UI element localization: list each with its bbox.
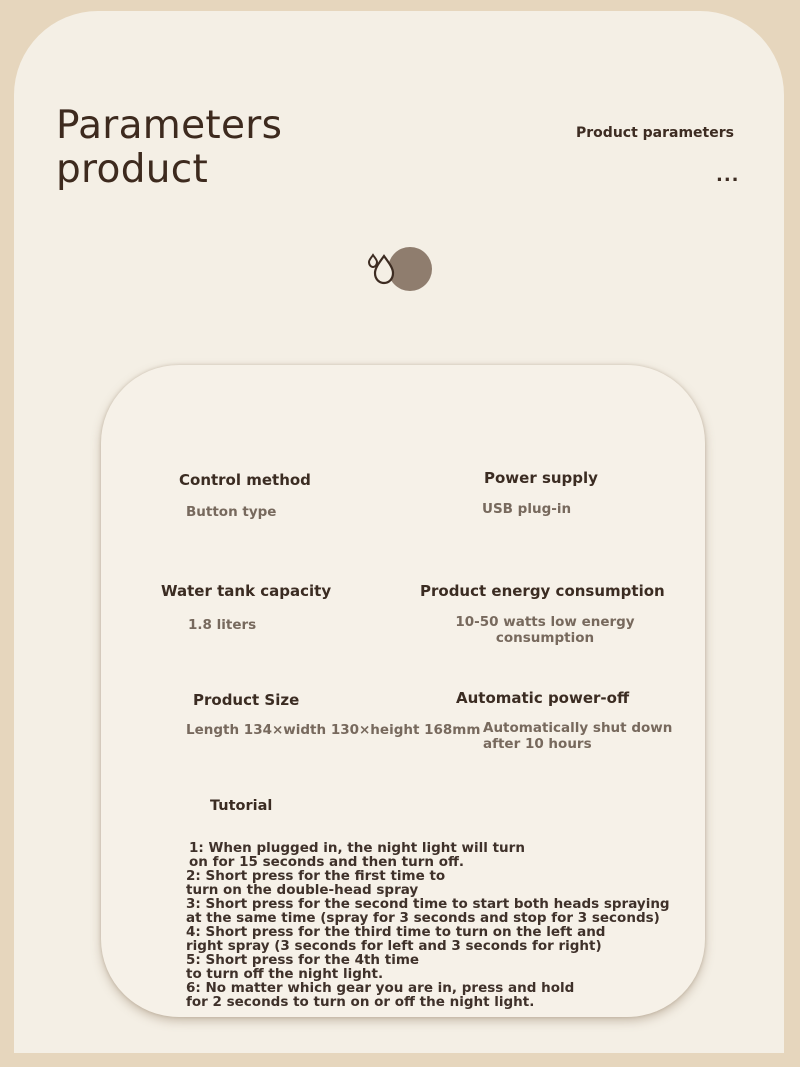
automatic-power-off-label: Automatic power-off [456,689,630,707]
tutorial-step [186,869,691,897]
automatic-power-off-value-line-2: after 10 hours [483,736,592,752]
tutorial-step [186,897,691,925]
tutorial-title: Tutorial [210,798,273,814]
water-tank-capacity-label: Water tank capacity [161,582,332,600]
automatic-power-off-value-line-1: Automatically shut down [483,720,673,736]
energy-consumption-value-line-1: 10-50 watts low energy [455,614,635,630]
page-title-line-1: Parameters [56,103,283,148]
water-drop-icon [362,246,436,292]
tutorial-step-2-line-1: 2: Short press for the first time to [186,868,446,884]
tutorial-step [186,953,691,981]
tutorial-step-1-line-1: 1: When plugged in, the night light will turn [189,840,525,856]
power-supply-value: USB plug-in [482,501,572,517]
tutorial-step-3-line-1: 3: Short press for the second time to start both heads spraying [186,896,670,912]
product-size-label: Product Size [193,691,300,709]
product-parameters-label: Product parameters [576,125,734,141]
tutorial-step [189,841,691,869]
tutorial-step [186,925,691,953]
water-tank-capacity-value: 1.8 liters [188,617,257,633]
icon-circle [388,247,432,291]
tutorial-step-3-line-2: at the same time (spray for 3 seconds and stop for 3 seconds) [186,910,660,926]
control-method-value: Button type [186,504,277,520]
tutorial-step-2-line-2: turn on the double-head spray [186,882,419,898]
energy-consumption-value-line-2: consumption [495,630,595,646]
tutorial-step-1-line-2: on for 15 seconds and then turn off. [189,854,465,870]
page-title [56,104,282,192]
tutorial-step-4-line-1: 4: Short press for the third time to turn on the left and [186,924,606,940]
automatic-power-off-value [483,720,672,752]
tutorial-step-6-line-2: for 2 seconds to turn on or off the night light. [186,994,535,1010]
control-method-label: Control method [179,471,311,489]
tutorial-step-4-line-2: right spray (3 seconds for left and 3 seconds for right) [186,938,602,954]
tutorial-list [186,841,691,1009]
tutorial-step [186,981,691,1009]
more-dots-icon: ... [716,165,740,186]
energy-consumption-label: Product energy consumption [420,582,665,600]
power-supply-label: Power supply [484,469,598,487]
product-size-value: Length 134×width 130×height 168mm [186,722,481,738]
energy-consumption-value [440,614,650,646]
tutorial-step-6-line-1: 6: No matter which gear you are in, press and hold [186,980,575,996]
bottom-band [0,1053,800,1067]
tutorial-step-5-line-1: 5: Short press for the 4th time [186,952,420,968]
tutorial-step-5-line-2: to turn off the night light. [186,966,384,982]
page-title-line-2: product [56,147,209,192]
small-drop [369,255,377,267]
